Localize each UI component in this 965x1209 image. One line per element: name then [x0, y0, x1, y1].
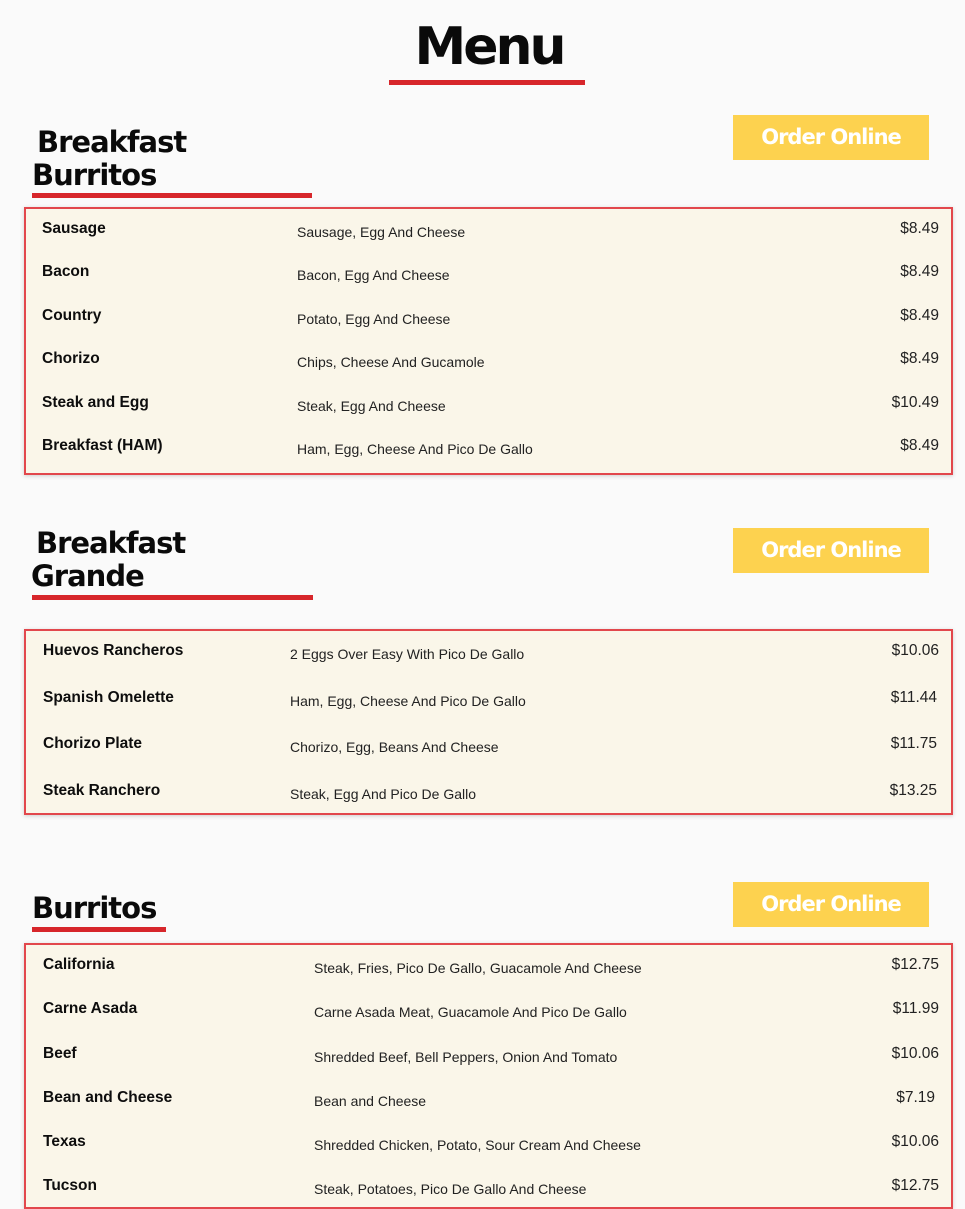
item-description: Shredded Chicken, Potato, Sour Cream And Cheese — [314, 1137, 641, 1153]
item-name: Texas — [43, 1133, 86, 1150]
item-description: Chorizo, Egg, Beans And Cheese — [290, 739, 499, 755]
section-heading — [32, 892, 156, 925]
menu-item[interactable] — [26, 1176, 951, 1206]
heading-underline — [32, 595, 313, 600]
menu-item[interactable] — [26, 734, 951, 764]
menu-item[interactable] — [26, 955, 951, 985]
item-price: $10.06 — [891, 642, 939, 659]
item-name: California — [43, 956, 115, 973]
item-price: $10.06 — [891, 1133, 939, 1150]
item-description: Steak, Egg And Pico De Gallo — [290, 786, 476, 802]
item-price: $12.75 — [891, 956, 939, 973]
item-price: $11.44 — [890, 689, 937, 706]
item-name: Steak and Egg — [42, 394, 149, 411]
section-heading — [32, 126, 186, 192]
menu-list — [24, 943, 953, 1209]
menu-item[interactable] — [26, 641, 951, 671]
page-title: Menu — [414, 17, 564, 77]
item-description: Ham, Egg, Cheese And Pico De Gallo — [297, 441, 533, 457]
item-name: Chorizo — [42, 350, 100, 367]
title-underline — [389, 80, 585, 85]
menu-item[interactable] — [26, 1132, 951, 1162]
item-price: $13.25 — [889, 782, 937, 799]
item-description: Shredded Beef, Bell Peppers, Onion And Tomato — [314, 1049, 618, 1065]
item-description: 2 Eggs Over Easy With Pico De Gallo — [290, 646, 525, 662]
item-description: Bean and Cheese — [314, 1093, 427, 1109]
item-price: $8.49 — [900, 307, 939, 324]
item-price: $8.49 — [900, 437, 939, 454]
item-description: Steak, Potatoes, Pico De Gallo And Cheese — [314, 1181, 587, 1197]
menu-item[interactable] — [26, 781, 951, 811]
item-name: Sausage — [42, 220, 106, 237]
item-name: Country — [42, 307, 102, 324]
menu-item[interactable] — [26, 306, 951, 336]
item-description: Ham, Egg, Cheese And Pico De Gallo — [290, 693, 526, 709]
item-description: Steak, Fries, Pico De Gallo, Guacamole And Cheese — [314, 960, 642, 976]
item-name: Breakfast (HAM) — [42, 437, 163, 454]
item-name: Bacon — [42, 263, 90, 280]
item-description: Bacon, Egg And Cheese — [297, 267, 450, 283]
menu-item[interactable] — [26, 436, 951, 466]
item-name: Beef — [43, 1045, 77, 1062]
item-price: $8.49 — [900, 220, 939, 237]
menu-list — [24, 207, 953, 475]
section-heading-line: Grande — [31, 559, 144, 593]
order-online-button[interactable]: Order Online — [733, 882, 929, 927]
menu-item[interactable] — [26, 1044, 951, 1074]
section-heading-line: Breakfast — [36, 526, 186, 560]
item-description: Potato, Egg And Cheese — [297, 311, 451, 327]
item-name: Tucson — [43, 1177, 97, 1194]
menu-item[interactable] — [26, 262, 951, 292]
item-price: $11.99 — [892, 1000, 939, 1017]
menu-item[interactable] — [26, 1088, 951, 1118]
item-name: Bean and Cheese — [43, 1089, 173, 1106]
item-price: $12.75 — [891, 1177, 939, 1194]
item-name: Carne Asada — [43, 1000, 138, 1017]
item-name: Steak Ranchero — [43, 782, 161, 799]
section-heading-line: Burritos — [32, 891, 157, 925]
menu-list — [24, 629, 953, 815]
menu-item[interactable] — [26, 393, 951, 423]
item-price: $8.49 — [900, 350, 939, 367]
order-online-button[interactable]: Order Online — [733, 528, 929, 573]
section-heading — [31, 527, 185, 593]
menu-item[interactable] — [26, 219, 951, 249]
item-description: Steak, Egg And Cheese — [297, 398, 446, 414]
order-online-button[interactable]: Order Online — [733, 115, 929, 160]
item-description: Chips, Cheese And Gucamole — [297, 354, 485, 370]
item-name: Chorizo Plate — [43, 735, 143, 752]
item-price: $11.75 — [890, 735, 937, 752]
menu-item[interactable] — [26, 999, 951, 1029]
item-description: Sausage, Egg And Cheese — [297, 224, 466, 240]
item-price: $10.49 — [891, 394, 939, 411]
menu-item[interactable] — [26, 688, 951, 718]
menu-item[interactable] — [26, 349, 951, 379]
item-price: $10.06 — [891, 1045, 939, 1062]
item-name: Spanish Omelette — [43, 689, 174, 706]
item-price: $7.19 — [896, 1089, 935, 1106]
heading-underline — [32, 927, 166, 932]
item-description: Carne Asada Meat, Guacamole And Pico De Gallo — [314, 1004, 627, 1020]
heading-underline — [32, 193, 312, 198]
section-heading-line: Breakfast — [37, 125, 187, 159]
section-heading-line: Burritos — [32, 158, 157, 192]
item-price: $8.49 — [900, 263, 939, 280]
item-name: Huevos Rancheros — [43, 642, 184, 659]
